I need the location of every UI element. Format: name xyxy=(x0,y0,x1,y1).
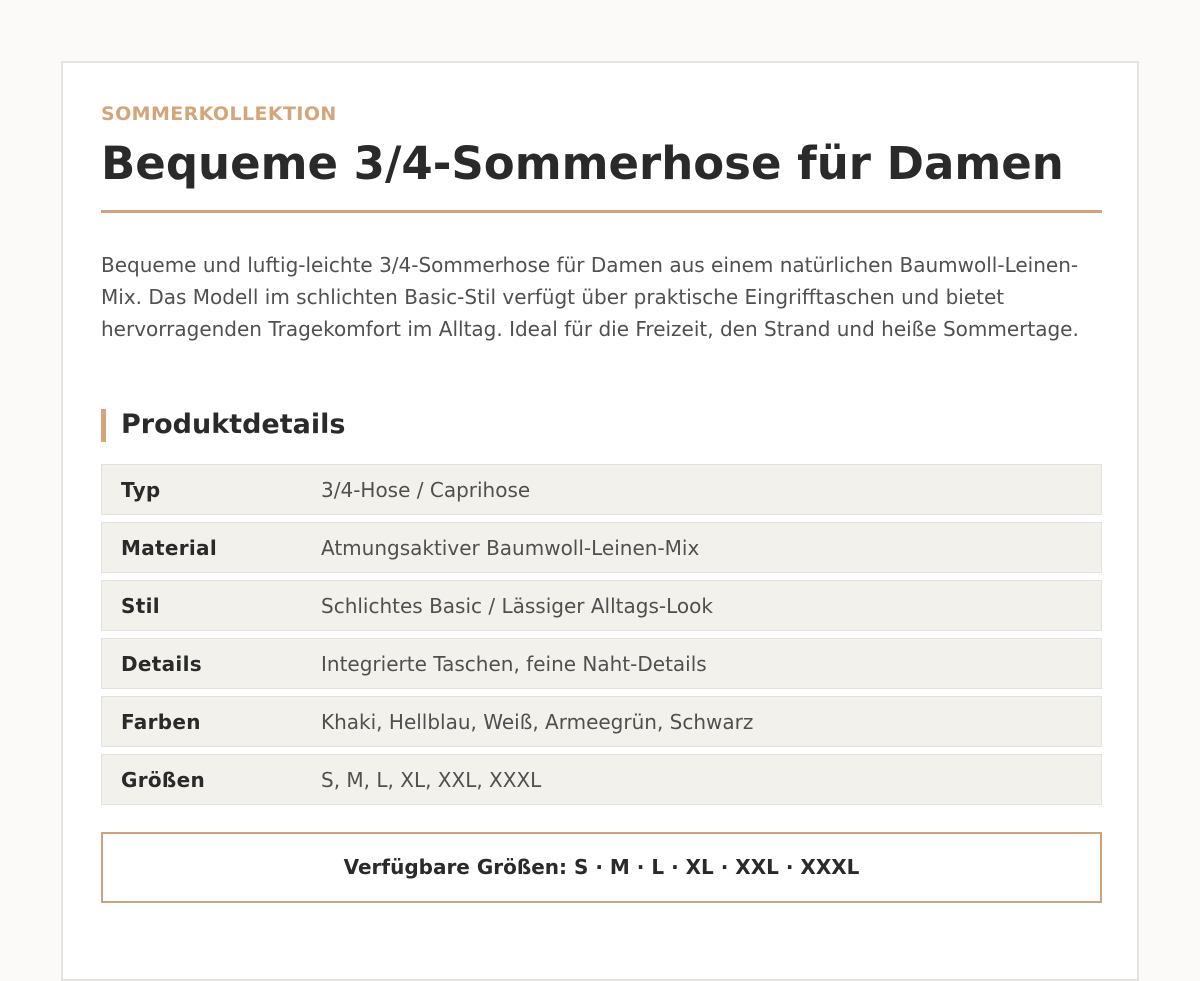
details-label: Farben xyxy=(121,710,201,734)
details-label: Stil xyxy=(121,594,160,618)
details-value: S, M, L, XL, XXL, XXXL xyxy=(321,768,542,792)
details-label: Typ xyxy=(121,478,161,502)
details-value: Integrierte Taschen, feine Naht-Details xyxy=(321,652,707,676)
details-label: Details xyxy=(121,652,202,676)
collection-label: SOMMERKOLLEKTION xyxy=(101,103,337,125)
details-value: Atmungsaktiver Baumwoll-Leinen-Mix xyxy=(321,536,700,560)
product-card xyxy=(61,61,1139,981)
details-row-details xyxy=(101,638,1102,689)
details-heading-title: Produktdetails xyxy=(121,409,346,440)
details-row-sizes xyxy=(101,754,1102,805)
available-sizes-box: Verfügbare Größen: S · M · L · XL · XXL · XXXL xyxy=(101,832,1102,903)
details-row-type xyxy=(101,464,1102,515)
details-value: Schlichtes Basic / Lässiger Alltags-Look xyxy=(321,594,713,618)
details-row-colors xyxy=(101,696,1102,747)
title-divider xyxy=(101,210,1102,213)
heading-accent-bar xyxy=(101,409,106,442)
details-value: 3/4-Hose / Caprihose xyxy=(321,478,531,502)
details-row-style xyxy=(101,580,1102,631)
page-title: Bequeme 3/4-Sommerhose für Damen xyxy=(101,137,1064,190)
product-description: Bequeme und luftig-leichte 3/4-Sommerhose für Damen aus einem natürlichen Baumwoll-Leinen-Mix. Das Modell im schlichten Basic-Stil verfügt über praktische Eingrifftaschen und bietet hervorragenden Tragekomfort im Alltag. Ideal für die Freizeit, den Strand und heiße Sommertage. xyxy=(101,253,1079,341)
details-table xyxy=(101,464,1102,812)
details-value: Khaki, Hellblau, Weiß, Armeegrün, Schwarz xyxy=(321,710,754,734)
details-label: Material xyxy=(121,536,217,560)
details-heading xyxy=(101,409,1102,442)
details-label: Größen xyxy=(121,768,206,792)
details-row-material xyxy=(101,522,1102,573)
